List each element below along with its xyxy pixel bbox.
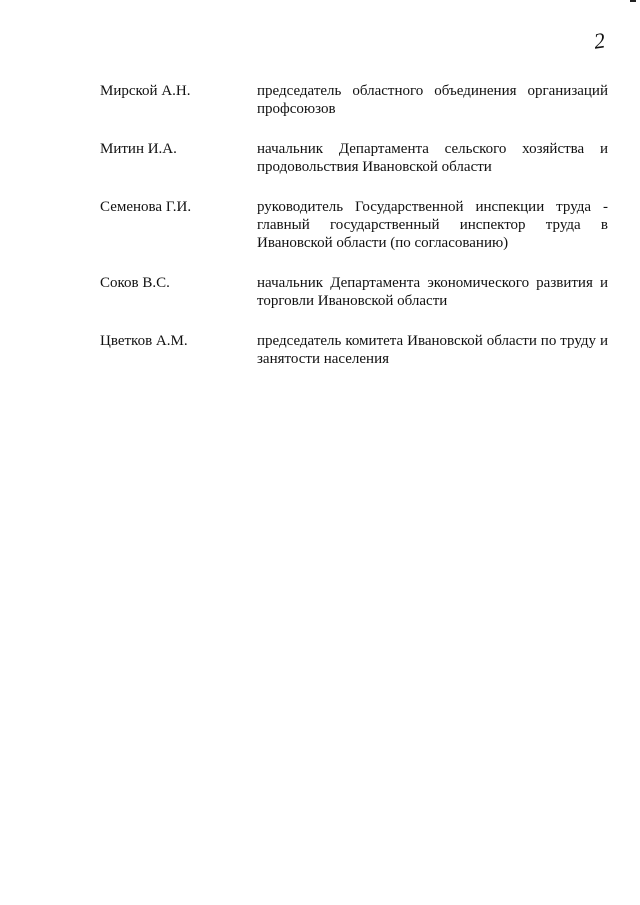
- member-row: [100, 274, 608, 310]
- member-role: руководитель Государственной инспекции труда - главный государственный инспектор труда в Ивановской области (по согласованию): [257, 199, 608, 251]
- member-role: начальник Департамента сельского хозяйства и продовольствия Ивановской области: [257, 141, 608, 175]
- member-name: Семенова Г.И.: [100, 199, 192, 215]
- member-role: председатель областного объединения организаций профсоюзов: [257, 83, 608, 117]
- member-name: Соков В.С.: [100, 275, 170, 291]
- scan-corner-mark: [630, 0, 636, 2]
- member-row: [100, 82, 608, 118]
- member-role: начальник Департамента экономического развития и торговли Ивановской области: [257, 275, 608, 309]
- member-row: [100, 198, 608, 252]
- members-list: [100, 82, 608, 390]
- member-role: председатель комитета Ивановской области по труду и занятости населения: [257, 333, 608, 367]
- page-number: 2: [592, 27, 607, 54]
- member-row: [100, 140, 608, 176]
- member-name: Мирской А.Н.: [100, 83, 191, 99]
- member-name: Митин И.А.: [100, 141, 177, 157]
- member-name: Цветков А.М.: [100, 333, 188, 349]
- member-row: [100, 332, 608, 368]
